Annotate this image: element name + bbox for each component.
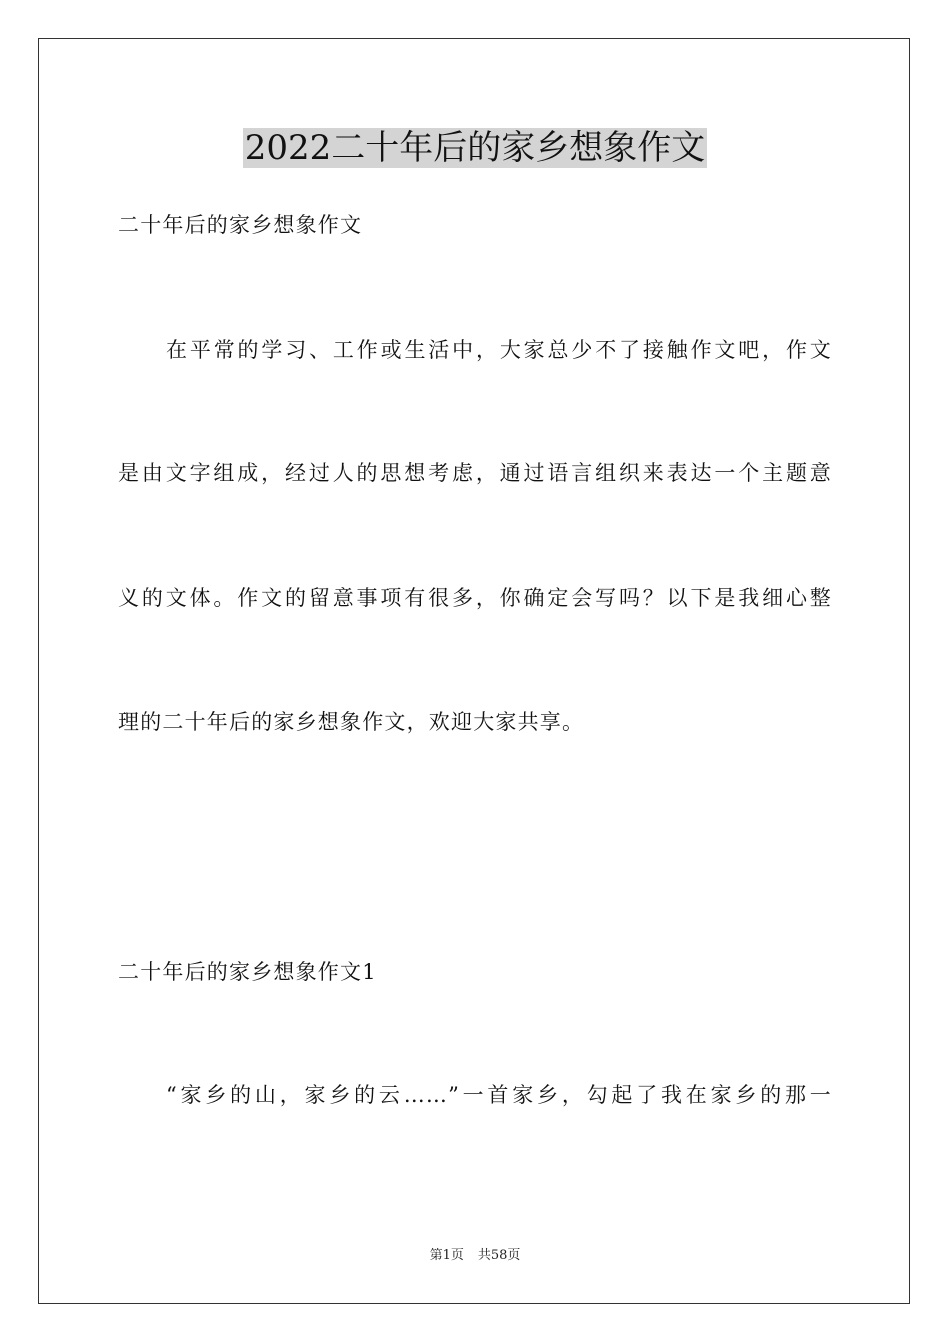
paragraph-line: 在平常的学习、工作或生活中，大家总少不了接触作文吧，作文 [166,338,832,362]
page-number: 第1页 [429,1248,464,1263]
document-title-text: 2022二十年后的家乡想象作文 [244,128,706,168]
document-title [0,126,950,170]
paragraph-line: 义的文体。作文的留意事项有很多，你确定会写吗？以下是我细心整 [118,586,832,610]
page-total: 共58页 [477,1248,521,1263]
paragraph-line: “家乡的山，家乡的云……”一首家乡，勾起了我在家乡的那一 [166,1083,832,1107]
subtitle: 二十年后的家乡想象作文 [118,213,363,237]
paragraph-line: 是由文字组成，经过人的思想考虑，通过语言组织来表达一个主题意 [118,461,832,485]
paragraph-line: 理的二十年后的家乡想象作文，欢迎大家共享。 [118,710,585,734]
section-heading: 二十年后的家乡想象作文1 [118,960,377,984]
page-footer [0,1247,950,1265]
